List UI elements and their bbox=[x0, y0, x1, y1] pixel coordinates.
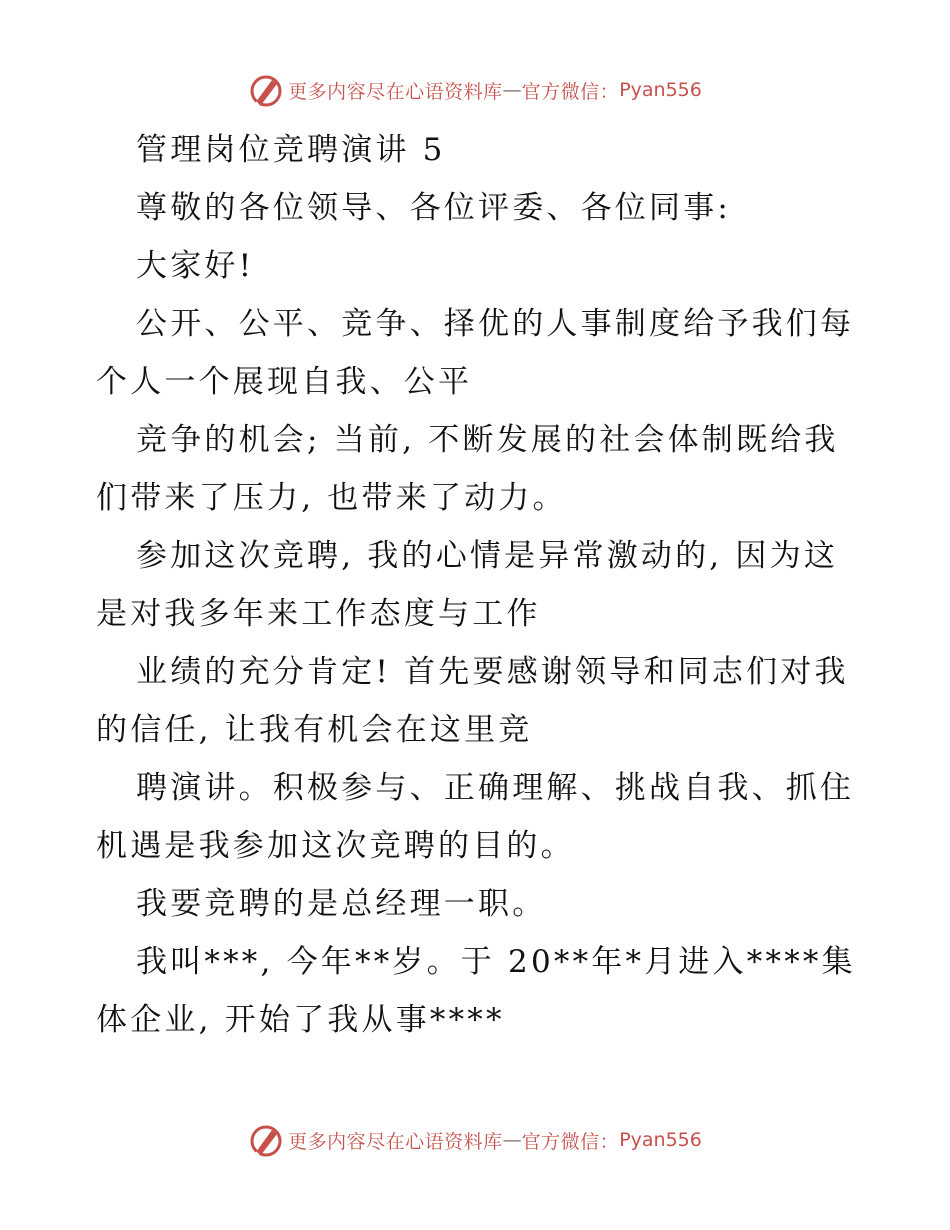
text-line: 聘演讲。积极参与、正确理解、挑战自我、抓住 bbox=[136, 770, 855, 806]
watermark-label: 官方微信： bbox=[521, 1130, 620, 1153]
header-watermark bbox=[0, 70, 950, 110]
text-line: 机遇是我参加这次竞聘的目的。 bbox=[96, 828, 575, 864]
text-line: 我要竞聘的是总经理一职。 bbox=[136, 886, 547, 922]
text-line: 体企业, 开始了我从事**** bbox=[96, 1002, 505, 1038]
watermark-separator: — bbox=[502, 79, 522, 101]
text-line: 大家好! bbox=[136, 248, 255, 284]
watermark-wechat-id: Pyan556 bbox=[619, 1129, 702, 1151]
text-line: 尊敬的各位领导、各位评委、各位同事: bbox=[136, 190, 732, 226]
watermark-brand-text: 更多内容尽在心语资料库 bbox=[288, 1130, 503, 1153]
watermark-brand-text: 更多内容尽在心语资料库 bbox=[288, 80, 503, 103]
document-title: 管理岗位竞聘演讲 5 bbox=[136, 132, 446, 168]
footer-watermark bbox=[0, 1120, 950, 1160]
pen-logo-icon bbox=[248, 72, 284, 108]
text-line: 的信任, 让我有机会在这里竞 bbox=[96, 712, 533, 748]
text-line: 是对我多年来工作态度与工作 bbox=[96, 596, 541, 632]
text-line: 们带来了压力, 也带来了动力。 bbox=[96, 480, 567, 516]
text-line: 个人一个展现自我、公平 bbox=[96, 364, 473, 400]
text-line: 竞争的机会; 当前, 不断发展的社会体制既给我 bbox=[136, 422, 839, 458]
watermark-separator: — bbox=[502, 1129, 522, 1151]
watermark-label: 官方微信： bbox=[521, 80, 620, 103]
watermark-wechat-id: Pyan556 bbox=[619, 79, 702, 101]
text-line: 公开、公平、竞争、择优的人事制度给予我们每 bbox=[136, 306, 855, 342]
pen-logo-icon bbox=[248, 1122, 284, 1158]
document-body bbox=[96, 121, 856, 1049]
text-line: 参加这次竞聘, 我的心情是异常激动的, 因为这 bbox=[136, 538, 839, 574]
text-line: 我叫***, 今年**岁。于 20**年*月进入****集 bbox=[136, 944, 856, 980]
text-line: 业绩的充分肯定! 首先要感谢领导和同志们对我 bbox=[136, 654, 849, 690]
